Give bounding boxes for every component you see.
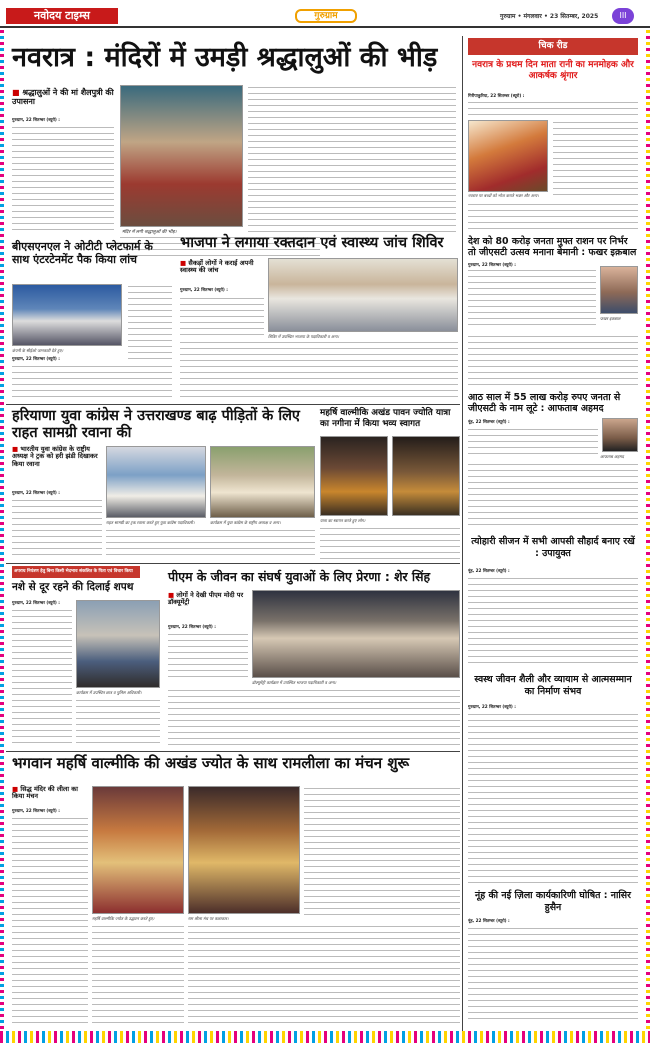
sidebar-photo [468,120,548,192]
cm-headline: देश को 80 करोड़ जनता मुफ्त राशन पर निर्भर तो जीएसटी उत्सव मनाना बेमानी : फखर इक़बाल [468,236,637,259]
bsnl-text-right [128,284,172,362]
pm-caption: डॉक्यूमेंट्री कार्यक्रम में उपस्थित भाजपा पदाधिकारी व अन्य। [252,680,337,685]
congress-headline [12,408,312,443]
sidebar-text-right [553,120,638,200]
drugs-photo [76,600,160,688]
footer-border [0,1031,650,1043]
nuh-text-lines [468,926,638,1024]
page-number [612,8,634,24]
drugs-kicker [12,566,140,578]
cm-text [468,262,596,332]
drugs-headline: नशे से दूर रहने की दिलाई शपथ [12,581,134,593]
masthead-brand [6,8,118,24]
sidebar-text-lines [468,100,638,118]
bsnl-headline: बीएसएनएल ने ओटीटी प्लेटफार्म के साथ एंटरटेनमेंट पैक किया लांच [12,240,153,267]
ramlila-text-right [188,924,460,1024]
gst-text-bottom [468,462,638,530]
valmiki-photo-2 [392,436,460,516]
congress-headline-text: हरियाणा युवा कांग्रेस ने उत्तराखण्ड बाढ़ पीड़ितों के लिए राहत सामग्री रवाना की [12,408,300,442]
pm-dateline: गुरुग्राम, 22 सितम्बर (ब्यूरो) : [168,624,216,629]
congress-text-bottom [106,528,315,558]
festival-text-lines [468,576,638,668]
health-text-lines [468,712,638,884]
lead-photo [120,85,243,227]
nuh-headline: नूंह की नई ज़िला कार्यकारिणी घोषित : नासिर हुसैन [475,890,631,913]
brand-text: नवोदय टाइम्स [34,9,90,22]
cm-photo [600,266,638,314]
bsnl-dateline: गुरुग्राम, 22 सितम्बर (ब्यूरो) : [12,356,60,361]
pm-photo [252,590,460,678]
gst-headline: आठ साल में 55 लाख करोड़ रुपए जनता से जीएसटी के नाम लूटे : आफताब अहमद [468,392,621,415]
lead-text-col-1 [12,117,114,232]
sidebar-headline: नवरात्र के प्रथम दिन माता रानी का मनमोहक और आकर्षक श्रृंगार [472,60,634,82]
bjp-dateline: गुरुग्राम, 22 सितम्बर (ब्यूरो) : [180,287,228,292]
pm-text-bottom [168,688,460,746]
ramlila-text-far-right [304,786,460,918]
ramlila-subhead [12,786,88,801]
bullet-icon: ■ [12,785,19,793]
ramlila-subhead-text: सिद्ध मंदिर की लीला का किया मंचन [12,785,78,801]
bullet-icon: ■ [12,445,19,453]
drugs-text-right [76,698,160,746]
congress-photo-2 [210,446,315,518]
column-divider [462,36,463,1031]
ramlila-headline: भगवान महर्षि वाल्मीकि की अखंड ज्योत के साथ रामलीला का मंचन शुरू [12,754,410,772]
pm-headline: पीएम के जीवन का संघर्ष युवाओं के लिए प्रेरणा : शेर सिंह [168,569,431,584]
gst-photo-caption: आफताब अहमद [600,454,624,459]
lead-subhead [12,88,114,106]
cm-text-bottom [468,334,638,386]
pm-subhead [168,592,248,607]
festival-headline: त्योहारी सीजन में सभी आपसी सौहार्द बनाए रखें : उपायुक्त [471,536,635,559]
sidebar-label-text: चिक रीड [538,41,568,51]
bjp-photo [268,258,458,332]
ramlila-text-middle [92,924,184,1024]
congress-text-lines [12,498,102,556]
sidebar-label [468,38,638,55]
pm-subhead-text: लोगों ने देखी पीएम मोदी पर डॉक्यूमेंट्री [168,591,244,607]
bsnl-caption: कंपनी के सीईओ जानकारी देते हुए। [12,348,64,353]
ramlila-caption-2: राम लीला मंच पर कलाकार। [188,916,229,921]
lead-headline: नवरात्र : मंदिरों में उमड़ी श्रद्धालुओं की भीड़ [12,42,438,73]
lead-caption: मंदिर में लगी श्रद्धालुओं की भीड़। [122,230,177,235]
rule-1 [6,404,460,405]
cm-dateline: गुरुग्राम, 22 सितम्बर (ब्यूरो) : [468,262,516,267]
congress-subhead [12,446,102,468]
valmiki-text-lines [320,526,460,560]
bsnl-photo [12,284,122,346]
rule-3 [6,751,460,752]
sidebar-caption: नवरात्र पर बच्चों को भोज कराते भक्त और अन्य। [468,193,539,198]
bullet-icon: ■ [168,591,175,599]
bjp-headline: भाजपा ने लगाया रक्तदान एवं स्वास्थ्य जांच शिविर [180,235,444,251]
drugs-dateline: गुरुग्राम, 22 सितम्बर (ब्यूरो) : [12,600,60,605]
ramlila-photo-2 [188,786,300,914]
sidebar-text-bottom [468,202,638,234]
lead-dateline: गुरुग्राम, 22 सितम्बर (ब्यूरो) : [12,117,60,122]
congress-photo-1 [106,446,206,518]
drugs-text-lines [12,608,72,746]
health-dateline: गुरुग्राम, 22 सितम्बर (ब्यूरो) : [468,704,516,709]
rule-2 [6,563,460,564]
edition-badge [295,9,357,23]
valmiki-photo-1 [320,436,388,516]
congress-dateline: गुरुग्राम, 22 सितम्बर (ब्यूरो) : [12,490,60,495]
sidebar-dateline: गिरीपाकुरिया, 22 सितम्बर (ब्यूरो) : [468,93,525,98]
drugs-caption: कार्यक्रम में उपस्थित छात्र व पुलिस अधिकारी। [76,690,142,695]
ramlila-text-lines [12,816,88,1024]
drugs-kicker-text: अपराध नियंत्रण हेतु बिना किसी भेदभाव संकलित के पिता एवं विचार किया [14,569,133,574]
ramlila-photo-1 [92,786,184,914]
ramlila-caption-1: महर्षि वाल्मीकि ज्योत के उद्घाटन करते हुए। [92,916,155,921]
bjp-subhead-text: सैकड़ों लोगों ने कराई अपनी स्वास्थ्य की जांच [180,259,254,275]
festival-dateline: नूंह, 22 सितम्बर (ब्यूरो) : [468,568,510,573]
congress-subhead-text: भारतीय युवा कांग्रेस के राष्ट्रीय अध्यक्ष ने ट्रक को हरी झंडी दिखाकर किया रवाना [12,445,98,468]
page-number-text: III [619,11,627,20]
bullet-icon: ■ [12,88,20,97]
left-border [0,30,4,1031]
cm-photo-caption: फखर इकबाल [600,316,621,321]
lead-subhead-text: श्रद्धालुओं ने की मां शैलपुत्री की उपासना [12,88,114,107]
gst-photo [602,418,638,452]
bjp-caption: शिविर में उपस्थित भाजपा के पदाधिकारी व अन्य। [268,334,339,339]
nuh-dateline: नूंह, 22 सितम्बर (ब्यूरो) : [468,918,510,923]
congress-caption-2: कार्यक्रम में युवा कांग्रेस के राष्ट्रीय अध्यक्ष व अन्य। [210,520,281,525]
bullet-icon: ■ [180,259,187,267]
edition-text: गुरुग्राम [314,11,338,21]
valmiki-headline: महर्षि वाल्मीकि अखंड पावन ज्योति यात्रा का नगीना में किया भव्य स्वागत [320,408,451,429]
bjp-text-bottom [180,340,458,400]
health-headline: स्वस्थ जीवन शैली और व्यायाम से आत्मसम्मान का निर्माण संभव [474,674,632,697]
valmiki-caption: यात्रा का स्वागत करते हुए लोग। [320,518,366,523]
bjp-text-lines [180,296,264,336]
pm-text-lines [168,632,248,682]
gst-dateline: नूंह, 22 सितम्बर (ब्यूरो) : [468,419,510,424]
ramlila-dateline: गुरुग्राम, 22 सितम्बर (ब्यूरो) : [12,808,60,813]
congress-caption-1: राहत सामग्री का ट्रक रवाना करते हुए युवा कांग्रेस पदाधिकारी। [106,520,195,525]
lead-text-cols [248,85,456,233]
bsnl-text-lines [12,364,172,400]
dateline-bar: गुरुग्राम • मंगलवार • 23 सितम्बर, 2025 [500,13,599,20]
masthead [0,0,650,28]
right-border [646,30,650,1031]
bjp-subhead [180,260,264,275]
gst-text-lines [468,427,598,459]
